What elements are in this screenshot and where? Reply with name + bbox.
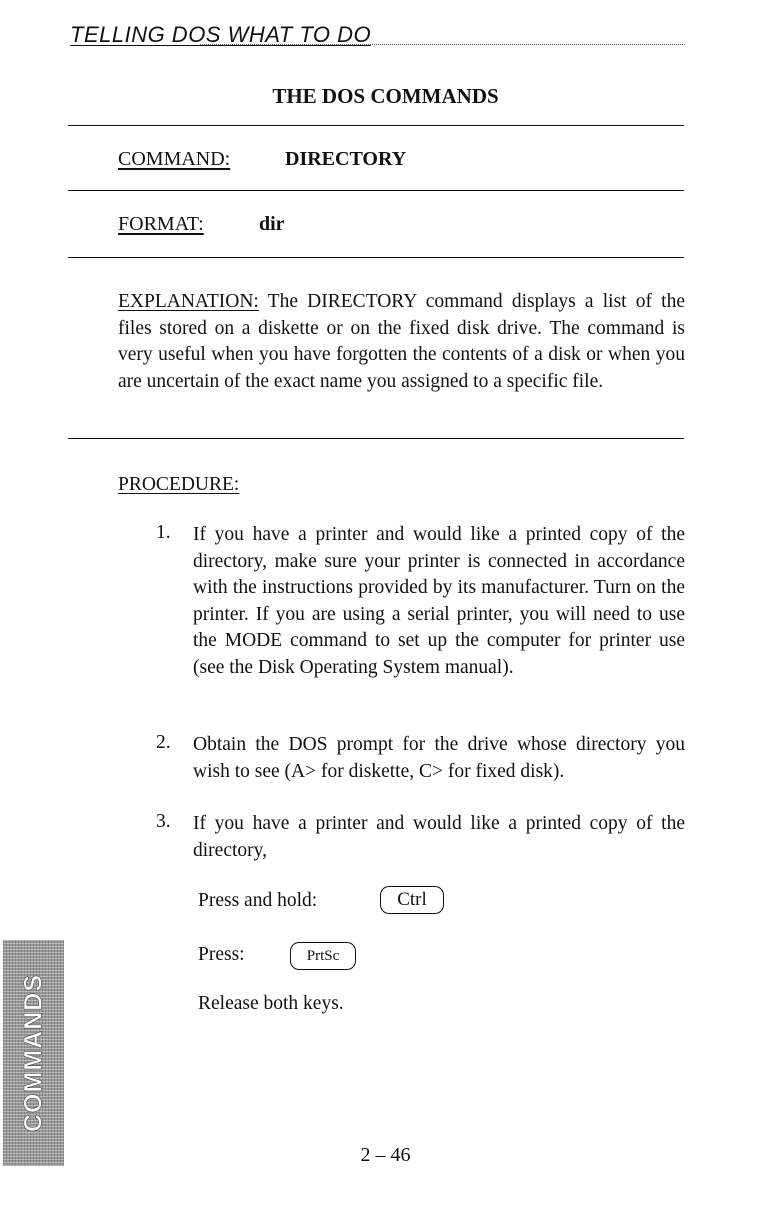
- divider: [68, 257, 684, 258]
- divider: [68, 438, 684, 439]
- running-head: TELLING DOS WHAT TO DO: [70, 22, 372, 47]
- step-number: 2.: [156, 732, 171, 753]
- section-tab-label: COMMANDS: [19, 974, 47, 1132]
- explanation-paragraph: [118, 289, 685, 395]
- divider: [68, 125, 684, 126]
- section-tab: [3, 940, 64, 1166]
- explanation-text: The DIRECTORY command displays a list of the files stored on a diskette or on the fixed disk drive. The command is very useful when you have forgotten the contents of a disk or when you are uncertain of the exact name you assigned to a specific file.: [118, 291, 685, 392]
- format-value: dir: [259, 213, 285, 235]
- page-title: THE DOS COMMANDS: [272, 84, 499, 108]
- page-number: 2 – 46: [360, 1144, 411, 1166]
- running-head-rule: [200, 44, 685, 45]
- ctrl-key-icon: Ctrl: [380, 886, 444, 914]
- press-label: Press:: [198, 944, 245, 965]
- press-and-hold-label: Press and hold:: [198, 890, 318, 911]
- command-value: DIRECTORY: [285, 148, 407, 170]
- procedure-label: PROCEDURE:: [118, 474, 240, 495]
- divider: [68, 190, 684, 191]
- format-label: FORMAT:: [118, 213, 204, 235]
- step-text: Obtain the DOS prompt for the drive whose directory you wish to see (A> for diskette, C> for fixed disk).: [193, 734, 685, 782]
- step-number: 1.: [156, 522, 171, 543]
- explanation-label: EXPLANATION:: [118, 291, 259, 312]
- command-label: COMMAND:: [118, 148, 231, 170]
- step-number: 3.: [156, 811, 171, 832]
- prtsc-key-icon: PrtSc: [290, 942, 356, 970]
- release-instruction: Release both keys.: [198, 993, 344, 1014]
- step-text: If you have a printer and would like a printed copy of the directory,: [193, 813, 685, 861]
- step-text: If you have a printer and would like a printed copy of the directory, make sure your printer is connected in accordance with the instructions provided by its manufacturer. Turn on the printer. If you are using a serial printer, you will need to use the MODE command to set up the computer for printer use (see the Disk Operating System manual).: [193, 524, 685, 678]
